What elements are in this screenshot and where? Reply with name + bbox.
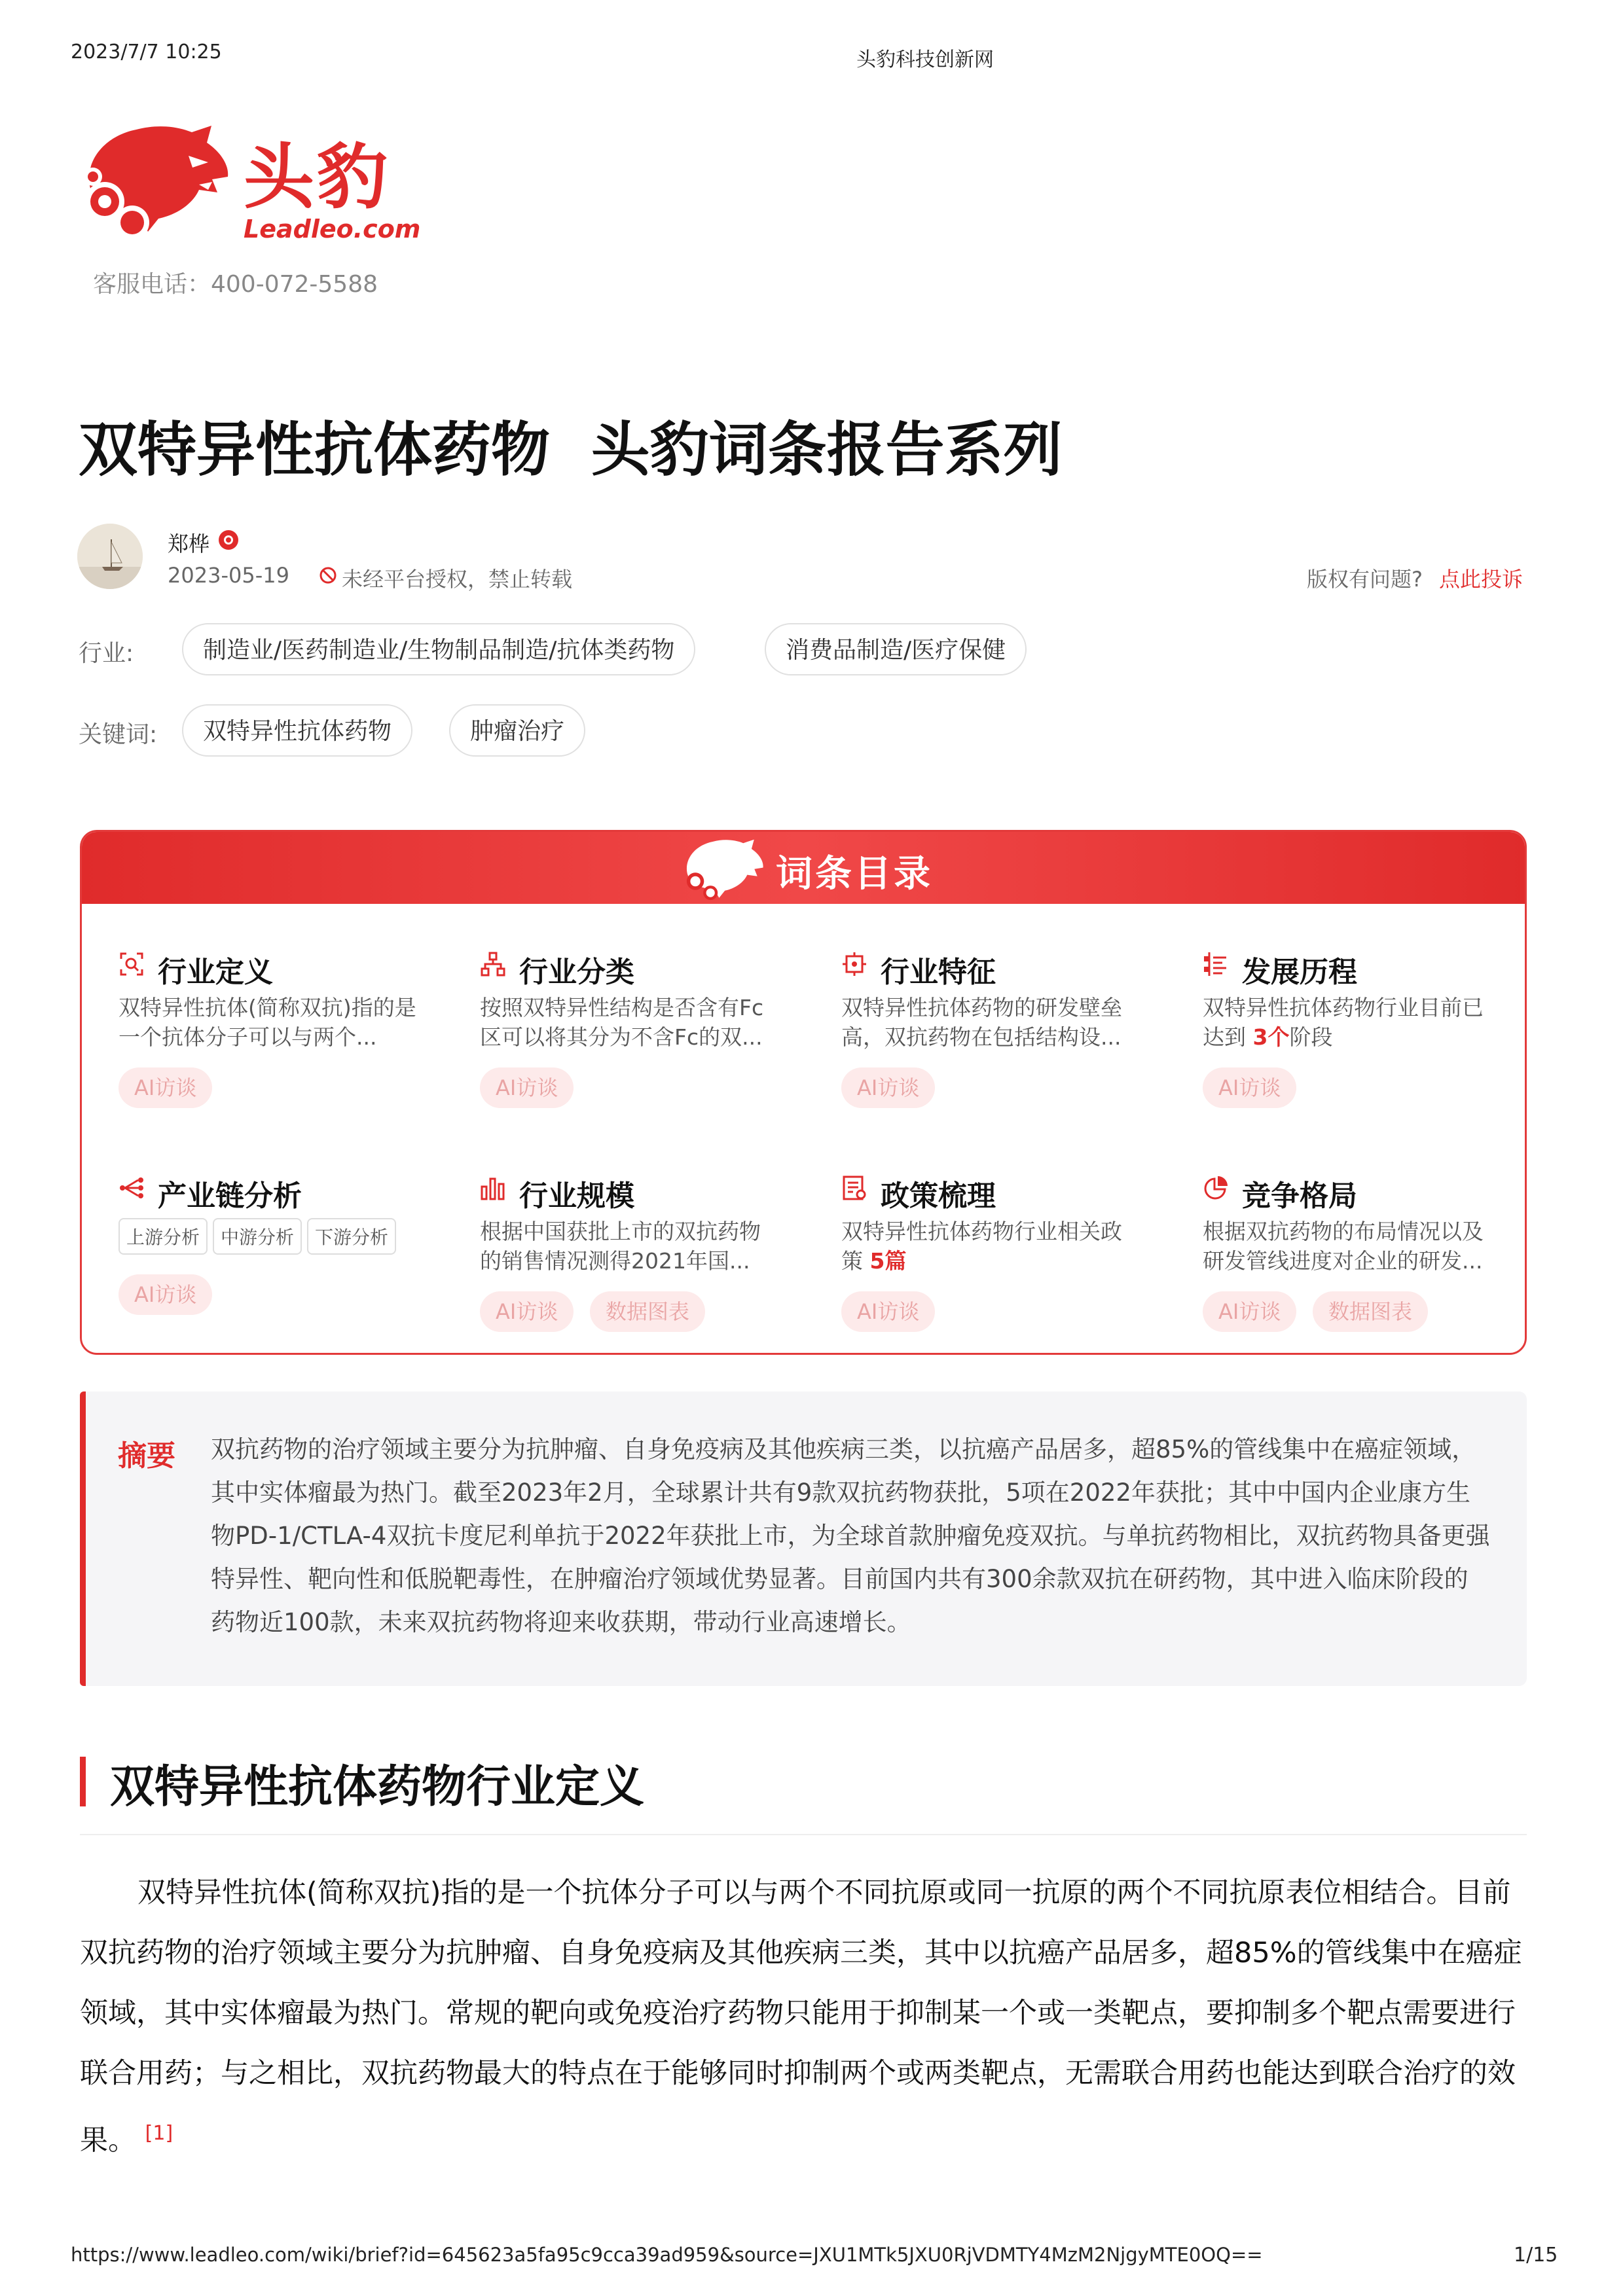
summary-accent-bar bbox=[80, 1391, 86, 1686]
toc-item-desc bbox=[841, 1217, 1142, 1276]
ai-interview-pill[interactable]: AI访谈 bbox=[841, 1067, 935, 1108]
ai-interview-pill[interactable]: AI访谈 bbox=[119, 1067, 212, 1108]
stage-count: 3个 bbox=[1252, 1024, 1290, 1050]
toc-item-history[interactable] bbox=[1203, 948, 1510, 1119]
toc-item-features[interactable] bbox=[841, 948, 1149, 1119]
avatar[interactable] bbox=[77, 524, 143, 589]
industry-tag[interactable]: 消费品制造/医疗保健 bbox=[765, 623, 1027, 675]
reference-link[interactable]: [1] bbox=[145, 2122, 173, 2145]
ai-interview-pill[interactable]: AI访谈 bbox=[480, 1291, 574, 1332]
toc-item-desc: 按照双特异性结构是否含有Fc区可以将其分为不含Fc的双... bbox=[480, 995, 764, 1050]
target-chip-icon bbox=[841, 951, 867, 977]
publish-date: 2023-05-19 bbox=[168, 563, 289, 588]
chain-nodes-icon bbox=[119, 1175, 145, 1201]
section-body-text: 双特异性抗体(简称双抗)指的是一个抗体分子可以与两个不同抗原或同一抗原的两个不同抗原表位相结合。目前双抗药物的治疗领域主要分为抗肿瘤、自身免疫病及其他疾病三类，其中以抗癌产品居多，超85%的管线集中在癌症领域，其中实体瘤最为热门。常规的靶向或免疫治疗药物只能用于抑制某一个或一类靶点，要抑制多个靶点需要进行联合用药；与之相比，双抗药物最大的特点在于能够同时抑制两个或两类靶点，无需联合用药也能达到联合治疗的效果。 bbox=[80, 1876, 1522, 2157]
toc-header bbox=[82, 832, 1525, 904]
toc-card bbox=[80, 830, 1527, 1355]
timeline-icon bbox=[1203, 951, 1229, 977]
pie-chart-icon bbox=[1203, 1175, 1229, 1201]
toc-item-title: 产业链分析 bbox=[158, 1179, 302, 1213]
toc-item-title: 行业特征 bbox=[881, 956, 996, 989]
toc-item-title: 行业分类 bbox=[519, 956, 634, 989]
toc-item-desc: 双特异性抗体药物的研发壁垒高，双抗药物在包括结构设... bbox=[841, 995, 1122, 1050]
verified-badge-icon bbox=[219, 530, 238, 550]
page-title: 双特异性抗体药物 头豹词条报告系列 bbox=[79, 416, 1063, 484]
ai-interview-pill[interactable]: AI访谈 bbox=[119, 1274, 212, 1315]
print-datetime: 2023/7/7 10:25 bbox=[71, 41, 222, 63]
leopard-toc-icon bbox=[678, 834, 769, 906]
toc-item-classification[interactable] bbox=[480, 948, 788, 1119]
search-doc-icon bbox=[119, 951, 145, 977]
toc-item-desc-prefix: 双特异性抗体药物行业相关政策 bbox=[841, 1219, 1122, 1274]
keywords-label: 关键词: bbox=[79, 721, 158, 748]
toc-item-market-size[interactable] bbox=[480, 1172, 788, 1342]
summary-label: 摘要 bbox=[118, 1439, 175, 1473]
ai-interview-pill[interactable]: AI访谈 bbox=[1203, 1291, 1296, 1332]
page-number: 1/15 bbox=[1514, 2244, 1558, 2267]
policy-doc-icon bbox=[841, 1175, 867, 1201]
toc-item-title: 政策梳理 bbox=[881, 1179, 996, 1213]
logo-domain[interactable]: Leadleo.com bbox=[244, 215, 421, 243]
leopard-logo-icon[interactable] bbox=[77, 117, 234, 247]
ai-interview-pill[interactable]: AI访谈 bbox=[841, 1291, 935, 1332]
toc-item-desc-prefix: 双特异性抗体药物行业目前已达到 bbox=[1203, 995, 1484, 1050]
hierarchy-icon bbox=[480, 951, 506, 977]
toc-item-title: 竞争格局 bbox=[1242, 1179, 1357, 1213]
keyword-tag[interactable]: 双特异性抗体药物 bbox=[182, 704, 412, 757]
toc-item-definition[interactable] bbox=[119, 948, 426, 1119]
copyright-notice: 未经平台授权，禁止转载 bbox=[342, 567, 573, 592]
toc-item-desc: 双特异性抗体(简称双抗)指的是一个抗体分子可以与两个... bbox=[119, 995, 416, 1050]
data-chart-pill[interactable]: 数据图表 bbox=[590, 1291, 705, 1332]
upstream-tag[interactable]: 上游分析 bbox=[119, 1218, 208, 1255]
toc-item-desc: 根据双抗药物的布局情况以及研发管线进度对企业的研发... bbox=[1203, 1219, 1484, 1274]
toc-item-title: 发展历程 bbox=[1242, 956, 1357, 989]
policy-count: 5篇 bbox=[869, 1248, 907, 1274]
toc-item-title: 行业规模 bbox=[519, 1179, 634, 1213]
complaint-link[interactable]: 点此投诉 bbox=[1439, 567, 1523, 592]
toc-item-desc bbox=[1203, 993, 1504, 1052]
author-name[interactable]: 郑桦 bbox=[168, 531, 210, 556]
print-url: https://www.leadleo.com/wiki/brief?id=645623a5fa95c9cca39ad959&source=JXU1MTk5JXU0RjVDMTY4MzM2NjgyMTE0OQ== bbox=[71, 2244, 1263, 2266]
no-repost-icon bbox=[318, 565, 338, 585]
ai-interview-pill[interactable]: AI访谈 bbox=[480, 1067, 574, 1108]
toc-item-competition[interactable] bbox=[1203, 1172, 1510, 1342]
print-site-title: 头豹科技创新网 bbox=[856, 48, 994, 71]
summary-box bbox=[80, 1391, 1527, 1686]
customer-service-hotline: 客服电话：400-072-5588 bbox=[93, 271, 378, 298]
industry-tag[interactable]: 制造业/医药制造业/生物制品制造/抗体类药物 bbox=[182, 623, 695, 675]
logo-wordmark[interactable]: 头豹 bbox=[244, 137, 391, 219]
section-divider bbox=[80, 1834, 1527, 1835]
toc-item-title: 行业定义 bbox=[158, 956, 273, 989]
toc-item-desc: 根据中国获批上市的双抗药物的销售情况测得2021年国... bbox=[480, 1219, 761, 1274]
downstream-tag[interactable]: 下游分析 bbox=[307, 1218, 396, 1255]
toc-title: 词条目录 bbox=[776, 853, 933, 895]
toc-item-policy[interactable] bbox=[841, 1172, 1149, 1342]
keyword-tag[interactable]: 肿瘤治疗 bbox=[449, 704, 585, 757]
industry-label: 行业: bbox=[79, 640, 134, 667]
copyright-question: 版权有问题? bbox=[1307, 567, 1423, 592]
ai-interview-pill[interactable]: AI访谈 bbox=[1203, 1067, 1296, 1108]
data-chart-pill[interactable]: 数据图表 bbox=[1313, 1291, 1428, 1332]
midstream-tag[interactable]: 中游分析 bbox=[213, 1218, 302, 1255]
bar-chart-icon bbox=[480, 1175, 506, 1201]
toc-item-desc-suffix: 阶段 bbox=[1289, 1024, 1333, 1050]
section-body bbox=[80, 1863, 1527, 2170]
toc-item-industry-chain[interactable] bbox=[119, 1172, 426, 1342]
section-title: 双特异性抗体药物行业定义 bbox=[110, 1761, 645, 1813]
section-accent-bar bbox=[80, 1757, 86, 1806]
summary-text: 双抗药物的治疗领域主要分为抗肿瘤、自身免疫病及其他疾病三类，以抗癌产品居多，超85%的管线集中在癌症领域，其中实体瘤最为热门。截至2023年2月，全球累计共有9款双抗药物获批，5项在2022年获批；其中中国内企业康方生物PD-1/CTLA-4双抗卡度尼利单抗于2022年获批上市，为全球首款肿瘤免疫双抗。与单抗药物相比，双抗药物具备更强特异性、靶向性和低脱靶毒性，在肿瘤治疗领域优势显著。目前国内共有300余款双抗在研药物，其中进入临床阶段的药物近100款，未来双抗药物将迎来收获期，带动行业高速增长。 bbox=[211, 1435, 1490, 1636]
